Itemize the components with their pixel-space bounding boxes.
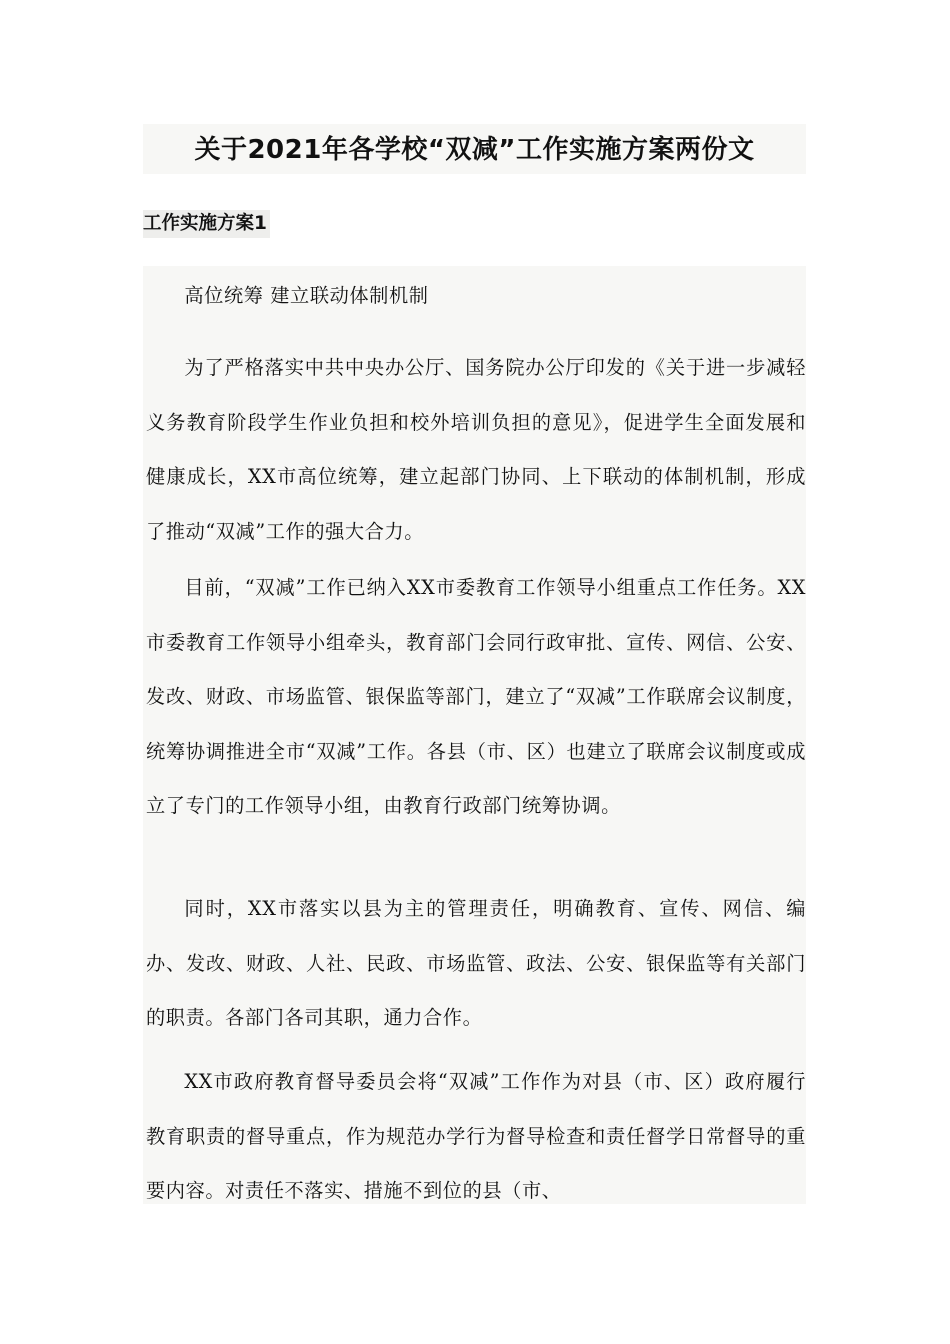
paragraph: 同时，XX市落实以县为主的管理责任，明确教育、宣传、网信、编办、发改、财政、人社、民政、市场监管、政法、公安、银保监等有关部门的职责。各部门各司其职，通力合作。 (146, 897, 806, 1029)
section-heading: 工作实施方案1 (143, 210, 270, 238)
paragraph-subheading: 高位统筹 建立联动体制机制 (184, 284, 429, 307)
document-title: 关于2021年各学校“双减”工作实施方案两份文 (194, 135, 755, 165)
paragraph: 为了严格落实中共中央办公厅、国务院办公厅印发的《关于进一步减轻义务教育阶段学生作业负担和校外培训负担的意见》，促进学生全面发展和健康成长，XX市高位统筹，建立起部门协同、上下联动的体制机制，形成了推动“双减”工作的强大合力。 (146, 356, 806, 543)
paragraph: XX市政府教育督导委员会将“双减”工作作为对县（市、区）政府履行教育职责的督导重点，作为规范办学行为督导检查和责任督学日常督导的重要内容。对责任不落实、措施不到位的县（市、 (146, 1070, 806, 1202)
paragraph: 目前，“双减”工作已纳入XX市委教育工作领导小组重点工作任务。XX市委教育工作领导小组牵头，教育部门会同行政审批、宣传、网信、公安、发改、财政、市场监管、银保监等部门，建立了“双减”工作联席会议制度，统筹协调推进全市“双减”工作。各县（市、区）也建立了联席会议制度或成立了专门的工作领导小组，由教育行政部门统筹协调。 (146, 576, 806, 817)
